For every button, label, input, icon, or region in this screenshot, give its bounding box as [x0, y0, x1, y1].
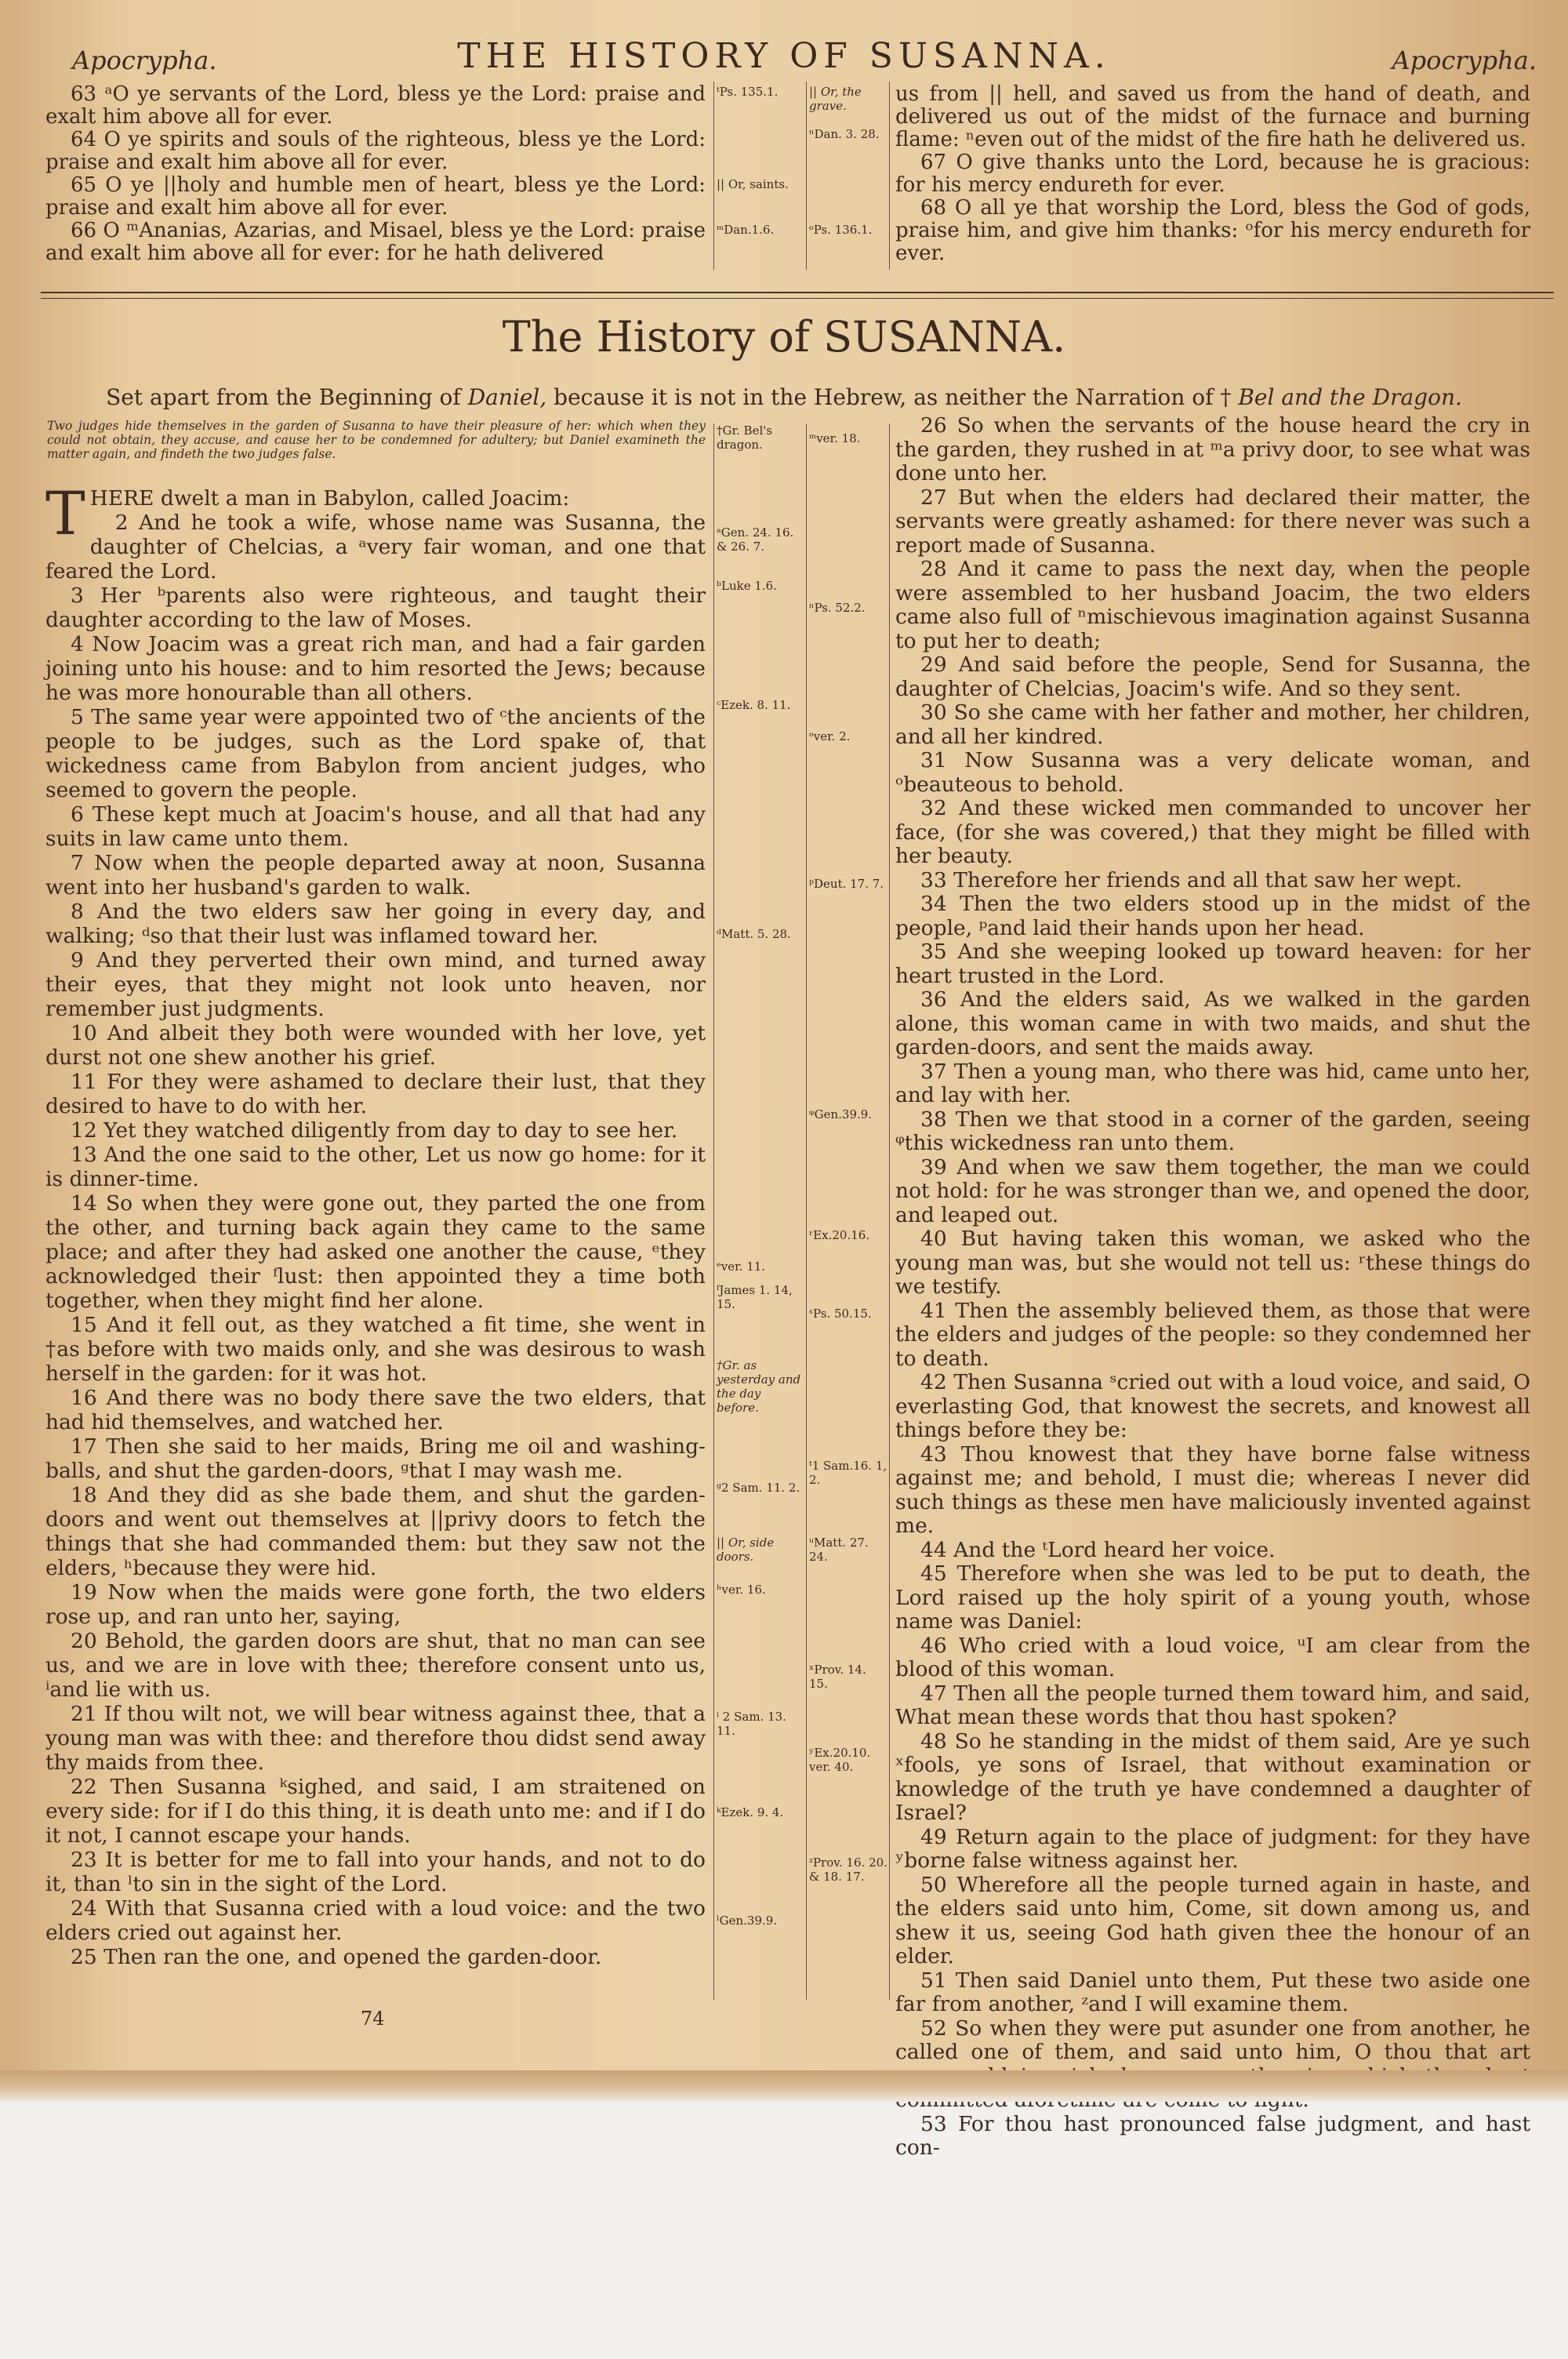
verse: 28 And it came to pass the next day, when the people were assembled to her husband Joacim, the two elders came also full of ⁿmischievous imagination against Susanna to put her to death; [895, 557, 1530, 653]
verse: 53 For thou hast pronounced false judgment, and hast con- [895, 2111, 1530, 2160]
verse: 66 O ᵐAnanias, Azarias, and Misael, bless ye the Lord: praise and exalt him above all for ever: for he hath delivered [45, 219, 706, 265]
verse: 31 Now Susanna was a very delicate woman, and ᵒbeauteous to behold. [895, 748, 1530, 797]
verse: 46 Who cried with a loud voice, ᵘI am clear from the blood of this woman. [895, 1633, 1530, 1681]
section-rule [41, 292, 1554, 293]
verse: 43 Thou knowest that they have borne false witness against me; and behold, I must die; whereas I never did such things as these men have maliciously invented against me. [895, 1441, 1530, 1538]
section-rule [41, 298, 1554, 299]
verse: 42 Then Susanna ˢcried out with a loud voice, and said, O everlasting God, that knowest the secrets, and knowest all things before they be: [895, 1370, 1530, 1442]
margin-note: ʸEx.20.10. ver. 40. [809, 1746, 871, 1774]
margin-note: ⁿPs. 52.2. [809, 601, 866, 615]
margin-note: ᵈMatt. 5. 28. [717, 927, 791, 941]
margin-note: ᵒver. 2. [809, 729, 851, 743]
verse: 68 O all ye that worship the Lord, bless the God of gods, praise him, and give him thanks: ᵒfor his mercy endureth for ever. [895, 196, 1530, 265]
top-right-column [895, 83, 1530, 265]
verse: 44 And the ᵗLord heard her voice. [920, 1537, 1276, 1562]
verse: 3 Her ᵇparents also were righteous, and taught their daughter according to the law of Moses. [45, 583, 706, 632]
verse: 41 Then the assembly believed them, as those that were the elders and judges of the people: so they condemned her to death. [895, 1298, 1530, 1371]
verse: 6 These kept much at Joacim's house, and all that had any suits in law came unto them. [45, 802, 706, 851]
verse: 19 Now when the maids were gone forth, the two elders rose up, and ran unto her, saying, [45, 1580, 706, 1629]
verse: 5 The same year were appointed two of ᶜthe ancients of the people to be judges, such as the Lord spake of, that wickedness came from Babylon from ancient judges, who seemed to govern the people. [45, 705, 706, 802]
column-rule [889, 82, 890, 270]
verse: 18 And they did as she bade them, and shut the garden-doors and went out themselves at ||privy doors to fetch the things that she had commanded them: but they saw not the elders, ʰbecause they were hid. [45, 1483, 706, 1580]
verse: 20 Behold, the garden doors are shut, that no man can see us, and we are in love with thee; therefore consent unto us, ⁱand lie with us. [45, 1629, 706, 1702]
verse: 48 So he standing in the midst of them said, Are ye such ˣfools, ye sons of Israel, that without examination or knowledge of the truth ye have condemned a daughter of Israel? [895, 1728, 1530, 1825]
column-rule [713, 82, 714, 270]
verse: 2 And he took a wife, whose name was Susanna, the daughter of Chelcias, a ᵃvery fair woman, and one that feared the Lord. [45, 511, 706, 583]
margin-note: ᶻProv. 16. 20. & 18. 17. [809, 1856, 887, 1884]
margin-note: ᶠJames 1. 14, 15. [717, 1283, 793, 1311]
column-rule [889, 423, 890, 2000]
verse: 67 O give thanks unto the Lord, because he is gracious: for his mercy endureth for ever. [895, 151, 1530, 197]
verse: us from || hell, and saved us from the hand of death, and delivered us out of the midst of the furnace and burning flame: ⁿeven out of the midst of the fire hath he delivered us. [895, 82, 1530, 151]
verse: 33 Therefore her friends and all that saw her wept. [920, 867, 1462, 892]
drop-cap: T [45, 478, 85, 548]
verse: 38 Then we that stood in a corner of the garden, seeing ᵠthis wickedness ran unto them. [895, 1107, 1530, 1155]
book-subtitle [0, 384, 1568, 410]
verse: 51 Then said Daniel unto them, Put these two aside one far from another, ᶻand I will examine them. [895, 1968, 1530, 2016]
verse: 22 Then Susanna ᵏsighed, and said, I am straitened on every side: for if I do this thing, it is death unto me: and if I do it not, I cannot escape your hands. [45, 1775, 706, 1848]
verse: 10 And albeit they both were wounded with her love, yet durst not one shew another his grief. [45, 1021, 706, 1070]
margin-note: ᵉver. 11. [717, 1259, 766, 1274]
margin-note: †Gr. Bel's dragon. [717, 423, 773, 452]
margin-note: || Or, side doors. [717, 1536, 775, 1564]
verse: 45 Therefore when she was led to be put to death, the Lord raised up the holy spirit of a young youth, whose name was Daniel: [895, 1561, 1530, 1634]
subtitle-text: Set apart from the Beginning of [106, 384, 461, 410]
main-right-column [895, 414, 1530, 2161]
running-head-right: Apocrypha. [1392, 45, 1537, 75]
verse: 64 O ye spirits and souls of the righteous, bless ye the Lord: praise and exalt him above all for ever. [45, 128, 706, 174]
verse: 11 For they were ashamed to declare their lust, that they desired to have to do with her. [45, 1070, 706, 1118]
verse: 13 And the one said to the other, Let us now go home: for it is dinner-time. [45, 1143, 706, 1191]
verse: 14 So when they were gone out, they parted the one from the other, and turning back again they came to the same place; and after they had asked one another the cause, ᵉthey acknowledged their ᶠlust: then appointed they a time both together, when they might find her alone. [45, 1191, 706, 1313]
running-head-title: THE HISTORY OF SUSANNA. [457, 36, 1111, 76]
chapter-summary: Two judges hide themselves in the garden of Susanna to have their pleasure of her: which when they could not obtain, they accuse, and cause her to be condemned for adultery; but Daniel examineth the matter again, and findeth the two judges false. [47, 419, 706, 461]
margin-note: ᵒPs. 136.1. [809, 223, 873, 237]
verse: 16 And there was no body there save the two elders, that had hid themselves, and watched her. [45, 1386, 706, 1434]
margin-note: || Or, the grave. [809, 85, 862, 113]
margin-note: ᵐver. 18. [809, 431, 861, 445]
margin-note: ˢPs. 50.15. [809, 1307, 872, 1321]
column-rule [806, 82, 807, 270]
margin-note: ˣProv. 14. 15. [809, 1663, 866, 1691]
verse: 34 Then the two elders stood up in the midst of the people, ᵖand laid their hands upon her head. [895, 892, 1530, 940]
margin-note: ˡGen.39.9. [717, 1914, 778, 1928]
column-rule [713, 423, 714, 2000]
verse: 49 Return again to the place of judgment: for they have ʸborne false witness against her. [895, 1824, 1530, 1873]
verse: 24 With that Susanna cried with a loud voice: and the two elders cried out against her. [45, 1896, 706, 1945]
margin-note: ᵗPs. 135.1. [717, 85, 779, 99]
verse: 12 Yet they watched diligently from day to day to see her. [71, 1118, 678, 1143]
verse: 9 And they perverted their own mind, and turned away their eyes, that they might not look unto heaven, nor remember just judgments. [45, 948, 706, 1021]
margin-note: ᵃGen. 24. 16. & 26. 7. [717, 525, 794, 554]
margin-note: ⁱ 2 Sam. 13. 11. [717, 1710, 786, 1738]
subtitle-text: because it is not in the Hebrew, as neither the Narration of † [554, 384, 1232, 410]
verse: 63 ᵃO ye servants of the Lord, bless ye the Lord: praise and exalt him above all for ever. [45, 82, 706, 129]
margin-note: ᵗ1 Sam.16. 1, 2. [809, 1459, 887, 1487]
verse: 4 Now Joacim was a great rich man, and had a fair garden joining unto his house: and to him resorted the Jews; because he was more honourable than all others. [45, 632, 706, 705]
verse-text: HERE dwelt a man in Babylon, called Joacim: [89, 486, 570, 511]
verse: 35 And she weeping looked up toward heaven: for her heart trusted in the Lord. [895, 940, 1530, 988]
margin-note: ʳEx.20.16. [809, 1228, 870, 1242]
margin-note: †Gr. as yesterday and the day before. [717, 1358, 801, 1415]
verse: 15 And it fell out, as they watched a fit time, she went in †as before with two maids only, and she was desirous to wash herself in the garden: for it was hot. [45, 1313, 706, 1386]
margin-note: ⁿDan. 3. 28. [809, 127, 880, 141]
verse: 30 So she came with her father and mother, her children, and all her kindred. [895, 700, 1530, 749]
verse: 23 It is better for me to fall into your hands, and not to do it, than ˡto sin in the sight of the Lord. [45, 1848, 706, 1896]
verse: 29 And said before the people, Send for Susanna, the daughter of Chelcias, Joacim's wife. And so they sent. [895, 652, 1530, 701]
verse: 17 Then she said to her maids, Bring me oil and washing-balls, and shut the garden-doors, ᵍthat I may wash me. [45, 1434, 706, 1483]
margin-note: ᵖDeut. 17. 7. [809, 877, 884, 891]
subtitle-bel: Bel and the Dragon. [1238, 384, 1462, 410]
book-title: The History of SUSANNA. [502, 312, 1066, 362]
subtitle-daniel: Daniel, [467, 384, 547, 410]
verse: 47 Then all the people turned them toward him, and said, What mean these words that thou hast spoken? [895, 1681, 1530, 1729]
verse: 7 Now when the people departed away at noon, Susanna went into her husband's garden to walk. [45, 851, 706, 900]
top-left-column [45, 83, 706, 265]
margin-note: ᵇLuke 1.6. [717, 579, 777, 593]
verse: 26 So when the servants of the house heard the cry in the garden, they rushed in at ᵐa privy door, to see what was done unto her. [895, 413, 1530, 485]
page-edge [0, 2070, 1568, 2102]
verse: 25 Then ran the one, and opened the garden-door. [71, 1945, 602, 1969]
verse: 40 But having taken this woman, we asked who the young man was, but she would not tell us: ʳthese things do we testify. [895, 1227, 1530, 1299]
margin-note: ᵍ2 Sam. 11. 2. [717, 1481, 800, 1495]
page-number: 74 [361, 2008, 385, 2030]
running-head-left: Apocrypha. [72, 45, 217, 75]
verse: 37 Then a young man, who there was hid, came unto her, and lay with her. [895, 1059, 1530, 1107]
verse: 36 And the elders said, As we walked in the garden alone, this woman came in with two maids, and shut the garden-doors, and sent the maids away. [895, 987, 1530, 1060]
verse: 32 And these wicked men commanded to uncover her face, (for she was covered,) that they might be filled with her beauty. [895, 796, 1530, 868]
margin-note: || Or, saints. [717, 177, 789, 191]
margin-note: ʰver. 16. [717, 1583, 766, 1597]
verse: 39 And when we saw them together, the man we could not hold: for he was stronger than we, and opened the door, and leaped out. [895, 1154, 1530, 1227]
verse: 21 If thou wilt not, we will bear witness against thee, that a young man was with thee: and therefore thou didst send away thy maids from thee. [45, 1702, 706, 1775]
verse: 27 But when the elders had declared their matter, the servants were greatly ashamed: for there never was such a report made of Susanna. [895, 485, 1530, 558]
verse: 52 So when they were put asunder one from another, he called one of them, and said unto him, O thou that art [895, 2016, 1530, 2064]
verse: 50 Wherefore all the people turned again in haste, and the elders said unto him, Come, sit down among us, and shew it us, seeing God hath given thee the honour of an elder. [895, 1872, 1530, 1968]
verse: 8 And the two elders saw her going in every day, and walking; ᵈso that their lust was inflamed toward her. [45, 900, 706, 948]
margin-note: ᵐDan.1.6. [717, 223, 775, 237]
verse: 65 O ye ||holy and humble men of heart, bless ye the Lord: praise and exalt him above all for ever. [45, 173, 706, 220]
margin-note: ᵠGen.39.9. [809, 1107, 873, 1121]
margin-note: ᵘMatt. 27. 24. [809, 1536, 869, 1564]
margin-note: ᵏEzek. 9. 4. [717, 1805, 784, 1819]
main-left-column [45, 478, 706, 1969]
margin-note: ᶜEzek. 8. 11. [717, 698, 791, 712]
running-head [0, 36, 1568, 83]
column-rule [806, 423, 807, 2000]
